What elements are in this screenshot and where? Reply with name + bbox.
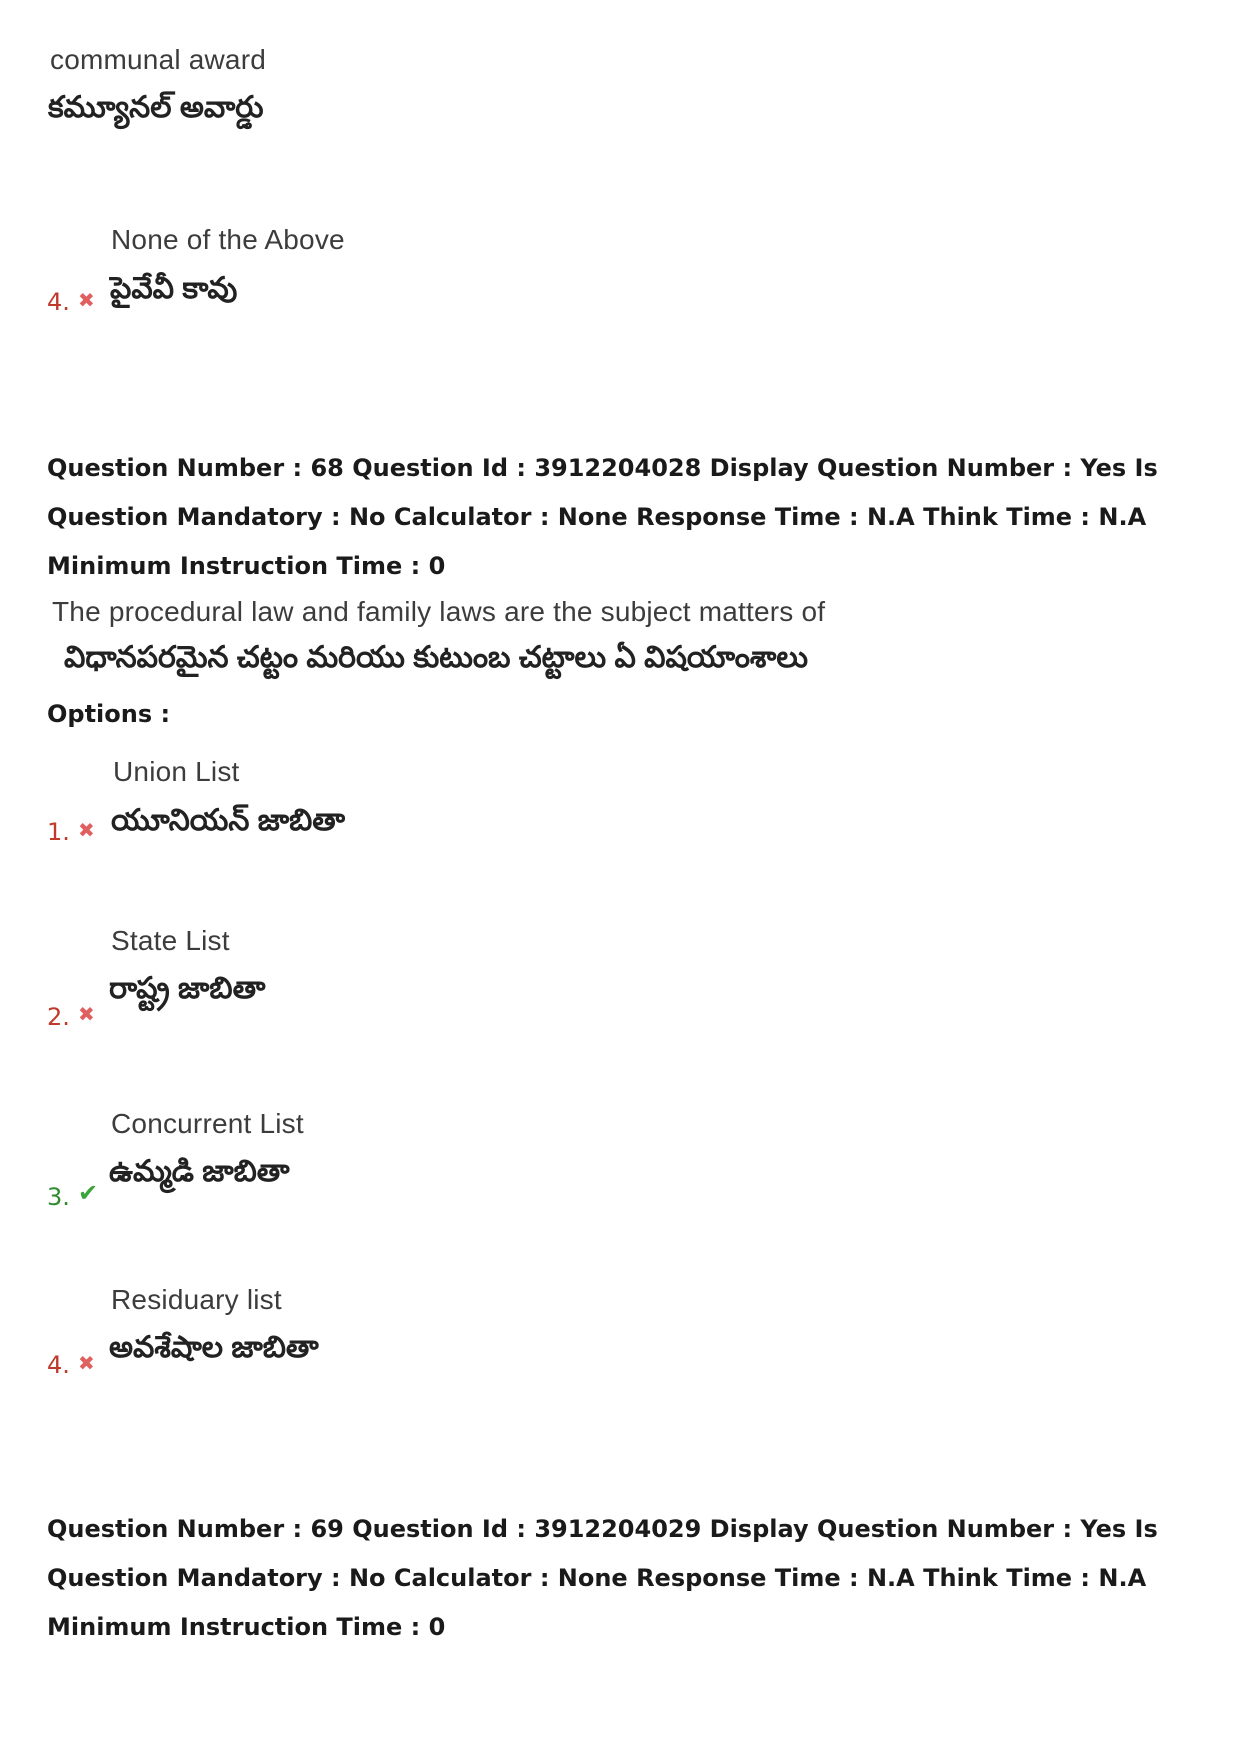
prev-option-3-telugu: కమ్యూనల్ అవార్డు <box>48 91 264 124</box>
prev-option-4-telugu: పైవేవీ కావు <box>110 272 238 305</box>
option-2-number: 2. <box>47 1003 70 1031</box>
check-icon: ✔ <box>78 1179 99 1207</box>
question-68-meta: Question Number : 68 Question Id : 3912204028 Display Question Number : Yes Is Question Mandatory : No Calculator : None Response Time : N.A Think Time : N.A Minimum Instruction Time : 0 <box>47 454 1158 580</box>
option-4-english: Residuary list <box>111 1284 282 1315</box>
question-68-text-telugu: విధానపరమైన చట్టం మరియు కుటుంబ చట్టాలు ఏ విషయాంశాలు <box>64 641 809 674</box>
option-4-number: 4. <box>47 1351 70 1379</box>
option-3-number: 3. <box>47 1183 70 1211</box>
options-label: Options : <box>47 700 171 728</box>
option-4-telugu: అవశేషాల జాబితా <box>109 1331 319 1364</box>
option-1-number: 1. <box>47 818 70 846</box>
option-3-telugu: ఉమ్మడి జాబితా <box>109 1155 290 1188</box>
prev-option-4-number: 4. <box>47 288 70 316</box>
cross-icon: ✖ <box>78 1351 95 1375</box>
question-69-meta: Question Number : 69 Question Id : 3912204029 Display Question Number : Yes Is Question Mandatory : No Calculator : None Response Time : N.A Think Time : N.A Minimum Instruction Time : 0 <box>47 1515 1158 1641</box>
cross-icon: ✖ <box>78 1002 95 1026</box>
cross-icon: ✖ <box>78 818 95 842</box>
option-1-telugu: యూనియన్ జాబితా <box>111 804 346 837</box>
question-68-text-english: The procedural law and family laws are the subject matters of <box>52 596 826 627</box>
prev-option-3-english: communal award <box>50 44 266 75</box>
option-1-english: Union List <box>113 756 240 787</box>
prev-option-4-english: None of the Above <box>111 224 345 255</box>
cross-icon: ✖ <box>78 288 95 312</box>
option-2-telugu: రాష్ట్ర జాబితా <box>109 972 266 1005</box>
option-2-english: State List <box>111 925 230 956</box>
option-3-english: Concurrent List <box>111 1108 304 1139</box>
